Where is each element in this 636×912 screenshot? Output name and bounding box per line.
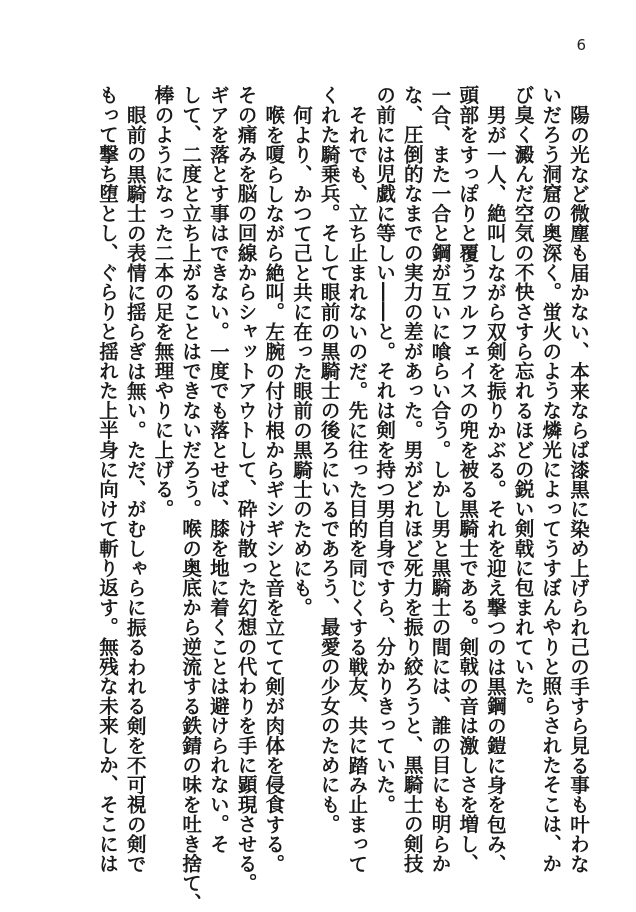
page-number: 6 <box>576 36 586 54</box>
text-line: もって撃ち堕とし、ぐらりと揺れた上半身に向けて斬り返す。無残な未来しか、そこには <box>96 85 120 873</box>
text-line: いだろう洞窟の奥深く。蛍火のような燐光によってうすぼんやりと照らされたそこは、か <box>539 85 563 873</box>
text-line: その痛みを脳の回線からシャットアウトして、砕け散った幻想の代わりを手に顕現させる。 <box>234 85 258 893</box>
text-line: 何より、かつて己と共に在った眼前の黒騎士のためにも。 <box>289 104 313 617</box>
text-line: 陽の光など微塵も届かない、本来ならば漆黒に染め上げられ己の手すら見る事も叶わな <box>567 104 590 873</box>
vertical-body-text <box>93 85 592 912</box>
text-line: 頭部をすっぽりと覆うフルフェイスの兜を被る黒騎士である。剣戟の音は激しさを増し、 <box>456 85 480 873</box>
text-line: な、圧倒的なまでの実力の差があった。男がどれほど死力を振り絞ろうと、黒騎士の剣技 <box>400 85 424 873</box>
text-line: び臭く澱んだ空気の不快さすら忘れるほどの鋭い剣戟に包まれていた。 <box>511 85 535 716</box>
text-line: の前には児戯に等しい――と。それは剣を持つ男自身ですら、分かりきっていた。 <box>373 85 397 814</box>
text-line: 喉を嗄らしながら絶叫。左腕の付け根からギシギシと音を立てて剣が肉体を侵食する。 <box>262 104 286 873</box>
text-line: 眼前の黒騎士の表情に揺らぎは無い。ただ、がむしゃらに振るわれる剣を不可視の剣で <box>123 104 147 873</box>
text-line: 棒のようになった二本の足を無理やりに上げる。 <box>151 85 175 519</box>
text-line: 一合、また一合と鋼が互いに喰らい合う。しかし男と黒騎士の間には、誰の目にも明らか <box>428 85 452 873</box>
text-line: それでも、立ち止まれないのだ。先に往った目的を同じくする戦友、共に踏み止まって <box>345 104 369 873</box>
text-line: ギアを落とす事はできない。一度でも落とせば、膝を地に着くことは避けられない。そ <box>206 85 230 854</box>
text-line: して、二度と立ち上がることはできないだろう。喉の奥底から逆流する鉄錆の味を吐き捨て、 <box>179 85 203 912</box>
text-line: くれた騎乗兵。そして眼前の黒騎士の後ろにいるであろう、最愛の少女のためにも。 <box>317 85 341 834</box>
text-line: 男が一人、絶叫しながら双剣を振りかぶる。それを迎え撃つのは黒鋼の鎧に身を包み、 <box>483 104 507 873</box>
